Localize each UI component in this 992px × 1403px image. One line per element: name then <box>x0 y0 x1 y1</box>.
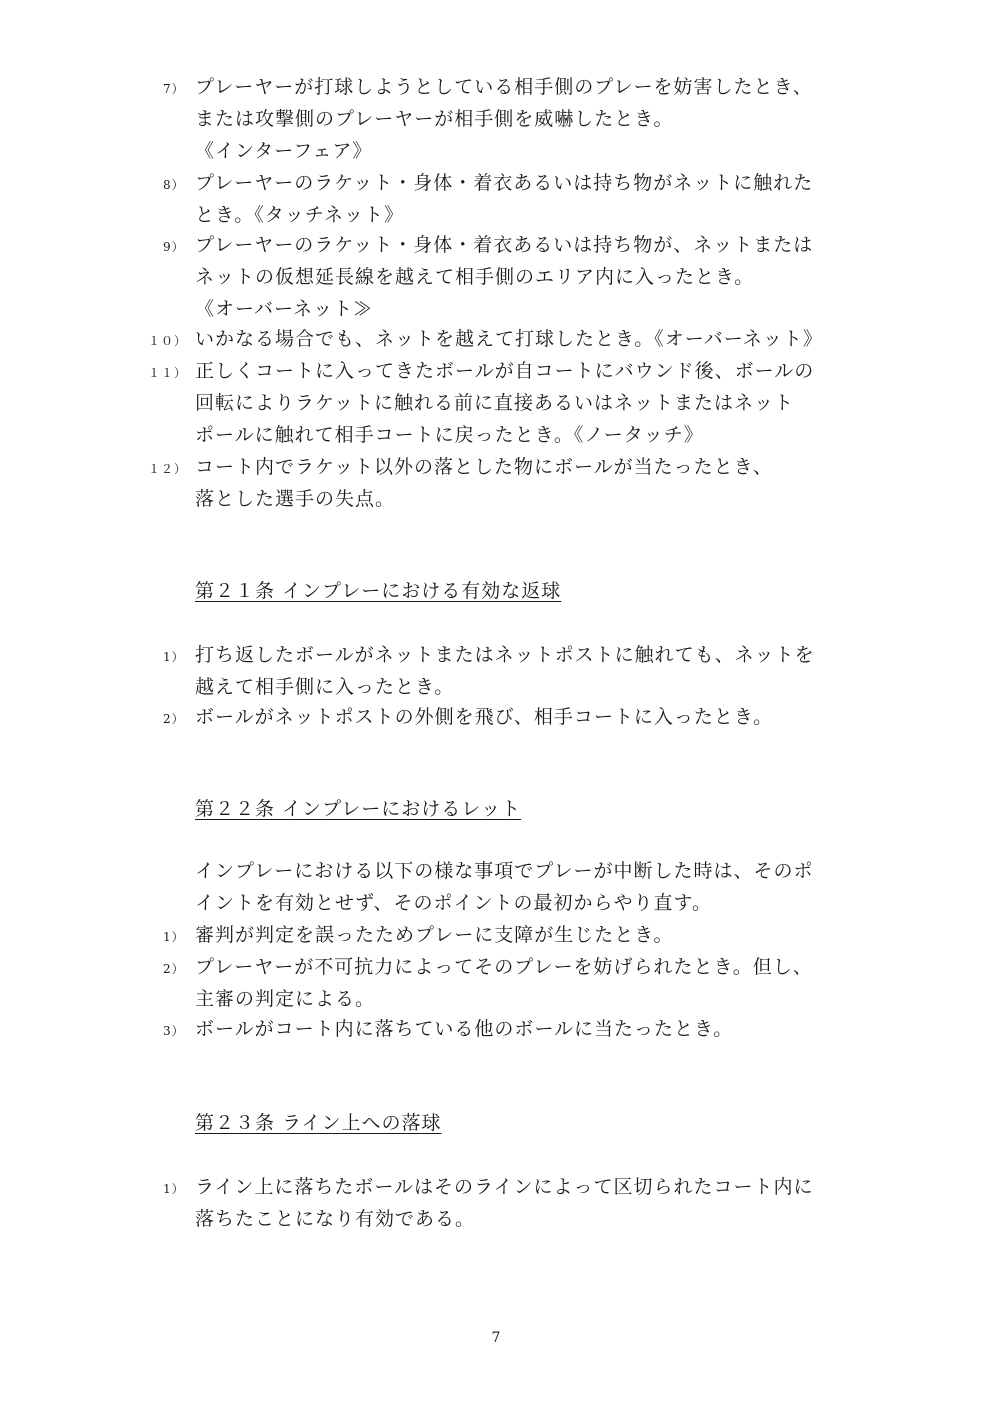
item-text: プレーヤーが打球しようとしている相手側のプレーを妨害したとき、 <box>195 76 813 98</box>
intro-text: インプレーにおける以下の様な事項でプレーが中断した時は、そのポ <box>195 860 814 882</box>
item-text: いかなる場合でも、ネットを越えて打球したとき。《オーバーネット》 <box>195 328 823 350</box>
item-text: ボールがコート内に落ちている他のボールに当たったとき。 <box>195 1018 734 1040</box>
item-number: 1） <box>163 930 185 944</box>
item-number: 1） <box>163 1182 185 1196</box>
item-text: 《オーバーネット≫ <box>195 298 374 320</box>
item-text: コート内でラケット以外の落とした物にボールが当たったとき、 <box>195 456 773 478</box>
item-number: 7） <box>163 82 185 96</box>
item-text: ネットの仮想延長線を越えて相手側のエリア内に入ったとき。 <box>195 266 755 288</box>
item-text: とき。《タッチネット》 <box>195 204 404 226</box>
item-text: ライン上に落ちたボールはそのラインによって区切られたコート内に <box>195 1176 814 1198</box>
item-text: 打ち返したボールがネットまたはネットポストに触れても、ネットを <box>195 644 815 666</box>
item-number: 2） <box>163 962 185 976</box>
item-number: 2） <box>163 712 185 726</box>
item-text: プレーヤーのラケット・身体・着衣あるいは持ち物が、ネットまたは <box>195 234 814 256</box>
item-number: 3） <box>163 1024 185 1038</box>
item-number: 8） <box>163 178 185 192</box>
article-21-heading: 第２１条 インプレーにおける有効な返球 <box>195 580 562 602</box>
item-number: １１） <box>148 366 188 380</box>
item-text: 落とした選手の失点。 <box>195 488 396 510</box>
item-text: 越えて相手側に入ったとき。 <box>195 676 455 698</box>
item-text: 正しくコートに入ってきたボールが自コートにバウンド後、ボールの <box>195 360 815 382</box>
item-text: プレーヤーのラケット・身体・着衣あるいは持ち物がネットに触れた <box>195 172 814 194</box>
article-22-heading: 第２２条 インプレーにおけるレット <box>195 798 522 820</box>
page-number: 7 <box>491 1330 501 1346</box>
item-text: 《インターフェア》 <box>195 140 373 162</box>
item-text: 落ちたことになり有効である。 <box>195 1208 476 1230</box>
item-text: 審判が判定を誤ったためプレーに支障が生じたとき。 <box>195 924 674 946</box>
item-text: 回転によりラケットに触れる前に直接あるいはネットまたはネット <box>195 392 795 414</box>
intro-text: イントを有効とせず、そのポイントの最初からやり直す。 <box>195 892 712 914</box>
article-23-heading: 第２３条 ライン上への落球 <box>195 1112 442 1134</box>
item-text: 主審の判定による。 <box>195 988 376 1010</box>
item-number: １０） <box>148 334 188 348</box>
item-text: ボールがネットポストの外側を飛び、相手コートに入ったとき。 <box>195 706 774 728</box>
item-text: ポールに触れて相手コートに戻ったとき。《ノータッチ》 <box>195 424 704 446</box>
item-text: プレーヤーが不可抗力によってそのプレーを妨げられたとき。但し、 <box>195 956 813 978</box>
item-number: 9） <box>163 240 185 254</box>
item-text: または攻撃側のプレーヤーが相手側を威嚇したとき。 <box>195 108 674 130</box>
item-number: 1） <box>163 650 185 664</box>
item-number: １２） <box>148 462 188 476</box>
